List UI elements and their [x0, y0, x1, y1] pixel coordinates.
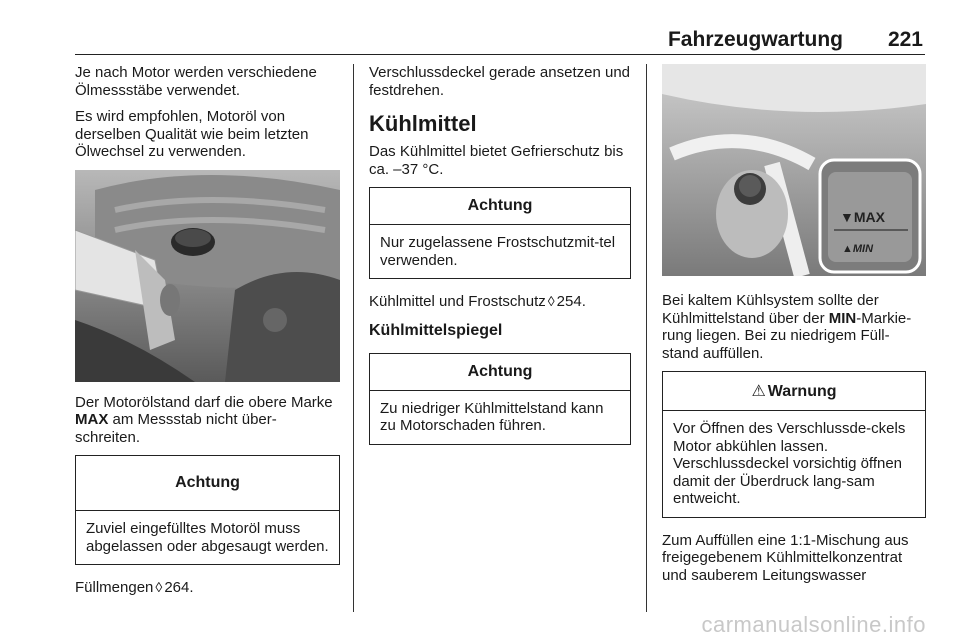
- warning-box: [662, 371, 926, 518]
- reference-coolant: Kühlmittel und Frostschutz ◊ 254.: [369, 293, 586, 310]
- warning-title: ⚠ Warnung: [663, 372, 925, 411]
- watermark: carmanualsonline.info: [701, 612, 926, 637]
- column-1: [75, 64, 340, 606]
- column-divider-2: [646, 64, 647, 612]
- reference-fill-quantities: Füllmengen ◊ 264.: [75, 579, 194, 596]
- caution-box-coolant-level: [369, 353, 631, 445]
- page-ref-icon: ◊: [155, 579, 163, 595]
- caution-text: Nur zugelassene Frostschutzmit-tel verwenden.: [380, 234, 616, 269]
- caution-title: Achtung: [76, 456, 339, 511]
- paragraph-coolant-level: Bei kaltem Kühlsystem sollte der Kühlmittelstand über der MIN-Markie-rung liegen. Bei zu niedrigem Füll-stand auffüllen.: [662, 292, 912, 362]
- heading-coolant: Kühlmittel: [369, 111, 477, 136]
- column-3: [662, 64, 926, 593]
- paragraph-dipsticks: Je nach Motor werden verschiedene Ölmessstäbe verwendet.: [75, 64, 317, 99]
- engine-oil-fill-photo: [75, 170, 340, 382]
- max-mark-label: MAX: [75, 411, 109, 428]
- caution-title: Achtung: [370, 188, 630, 225]
- column-divider-1: [353, 64, 354, 612]
- caution-box-oil: [75, 455, 340, 565]
- warning-icon: ⚠: [751, 383, 766, 400]
- heading-coolant-level: Kühlmittelspiegel: [369, 321, 503, 339]
- page-ref-link[interactable]: 264.: [164, 579, 194, 596]
- page-number: 221: [887, 28, 923, 51]
- caution-text: Zu niedriger Kühlmittelstand kann zu Motorschaden führen.: [380, 399, 604, 434]
- page-header: [75, 24, 925, 55]
- column-2: [369, 64, 631, 459]
- min-mark-label: MIN: [828, 309, 857, 327]
- caution-text: Zuviel eingefülltes Motoröl muss abgelassen oder abgesaugt werden.: [86, 520, 329, 555]
- caution-box-antifreeze: [369, 187, 631, 279]
- warning-text: Vor Öffnen des Verschlussde-ckels Motor abkühlen lassen. Verschlussdeckel vorsichtig öffnen damit der Überdruck lang-sam entweicht.: [673, 420, 906, 507]
- section-title: Fahrzeugwartung: [667, 28, 843, 51]
- paragraph-oil-level: Der Motorölstand darf die obere Marke MAX am Messstab nicht über-schreiten.: [75, 393, 333, 446]
- paragraph-cap: Verschlussdeckel gerade ansetzen und festdrehen.: [369, 64, 631, 99]
- caution-title: Achtung: [370, 354, 630, 391]
- max-label: ▼MAX: [840, 209, 885, 225]
- page-ref-link[interactable]: 254.: [556, 293, 586, 310]
- paragraph-mixing: Zum Auffüllen eine 1:1-Mischung aus freigegebenem Kühlmittelkonzentrat und sauberem Leitungswasser: [662, 531, 909, 584]
- min-label: ▲MIN: [842, 243, 874, 255]
- paragraph-oil-quality: Es wird empfohlen, Motoröl von derselben Qualität wie beim letzten Ölwechsel zu verwenden.: [75, 108, 309, 160]
- coolant-reservoir-photo: [662, 64, 926, 276]
- page-ref-icon: ◊: [547, 293, 555, 309]
- paragraph-antifreeze: Das Kühlmittel bietet Gefrierschutz bis ca. –37 °C.: [369, 143, 624, 178]
